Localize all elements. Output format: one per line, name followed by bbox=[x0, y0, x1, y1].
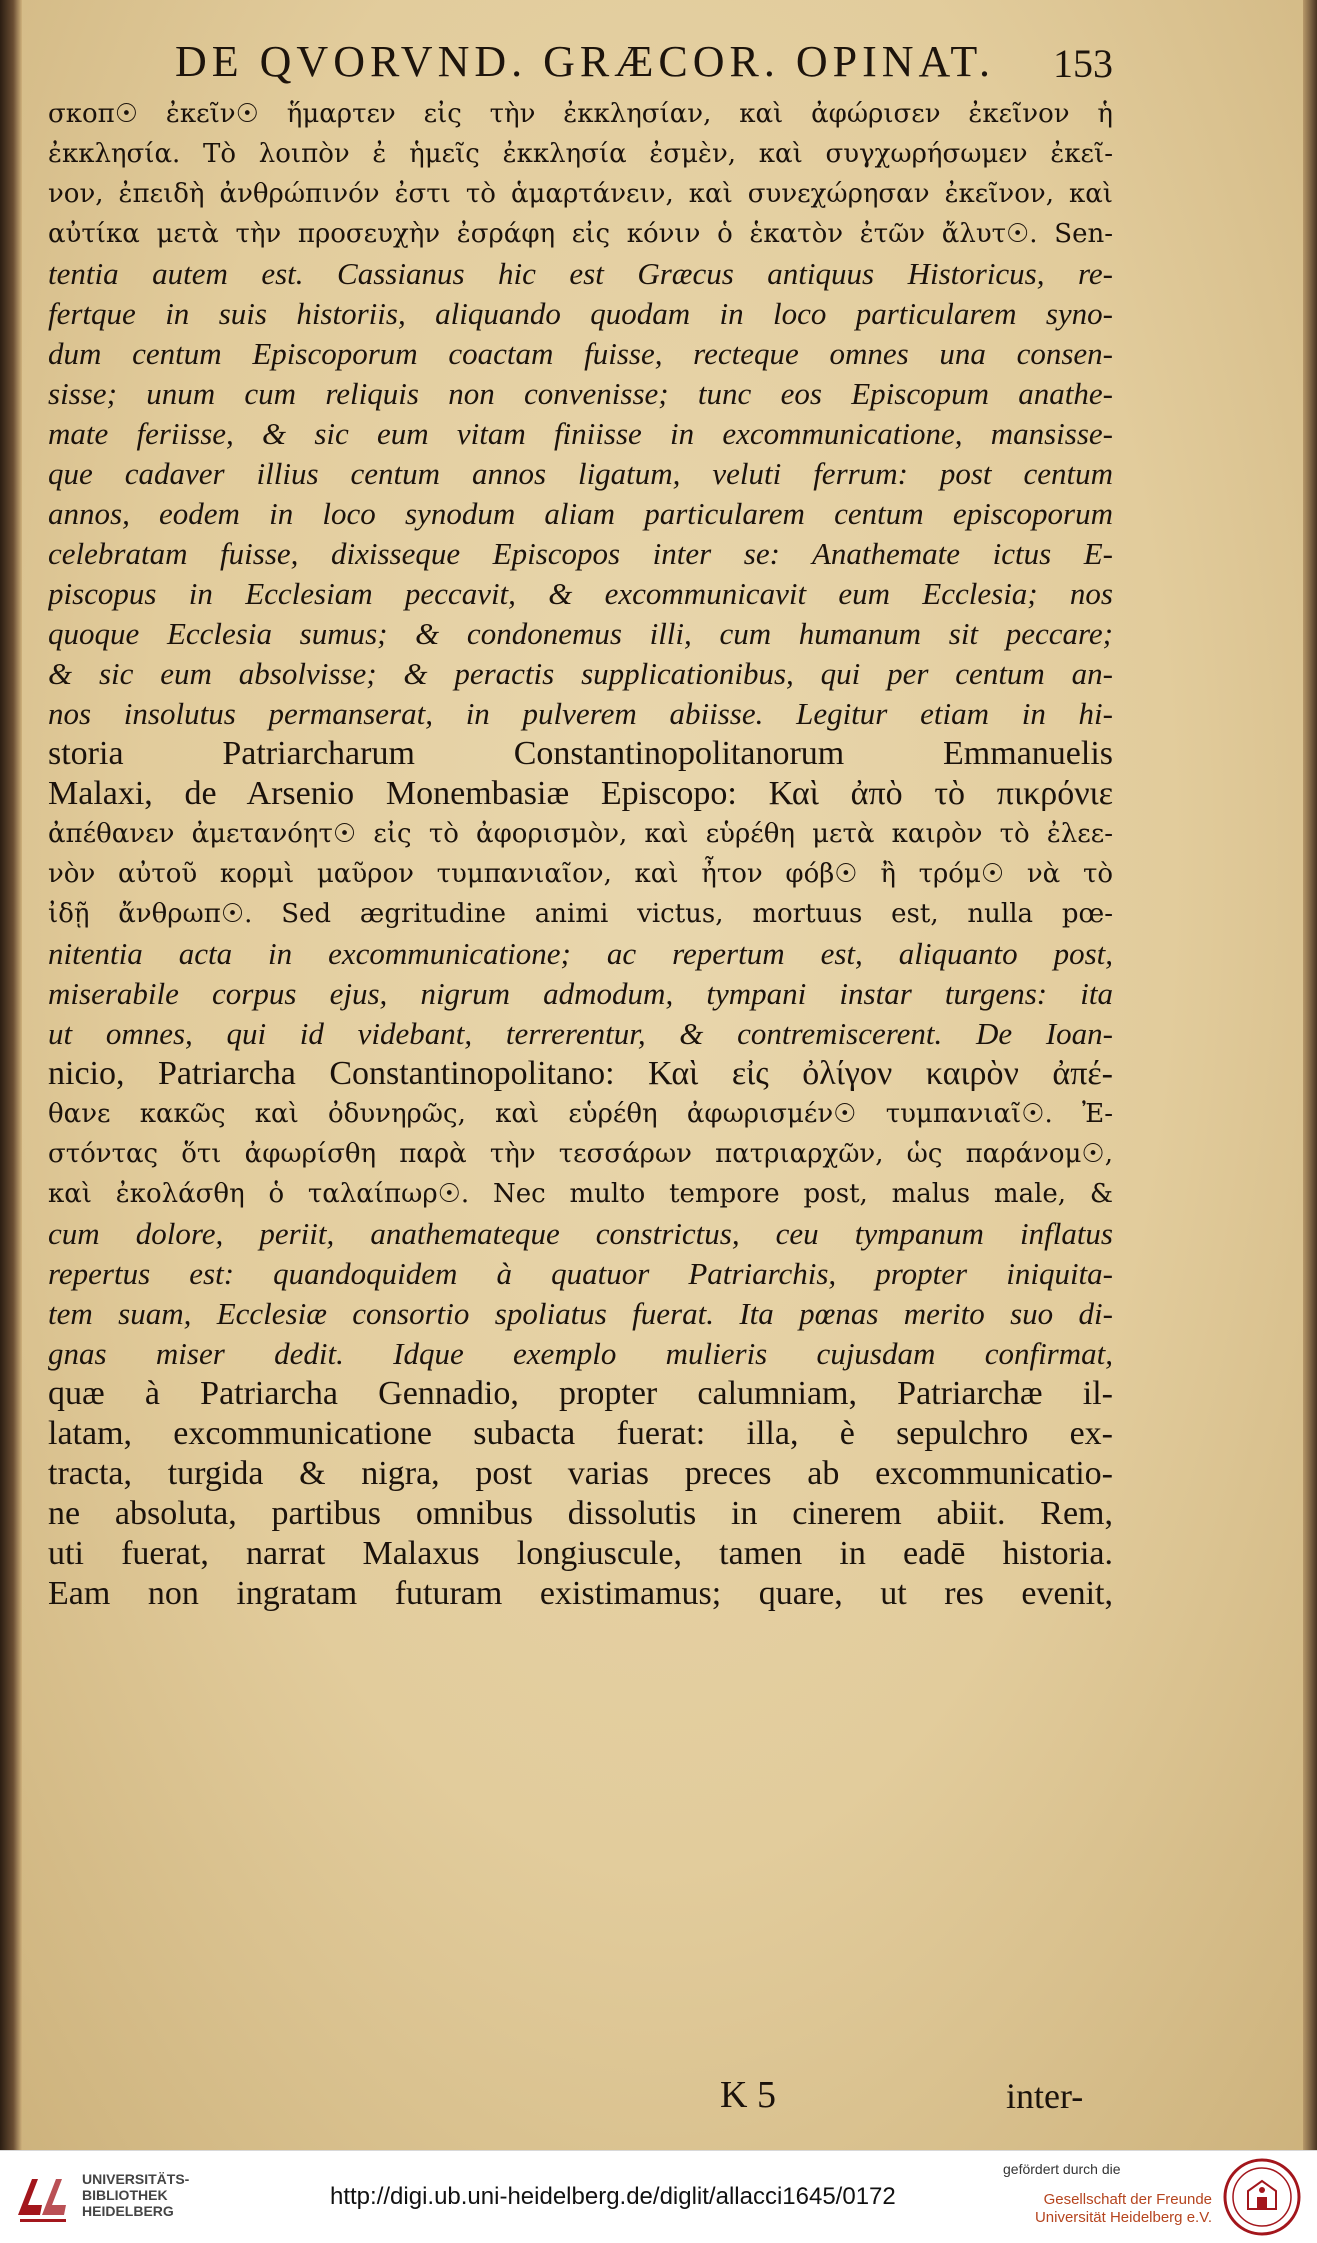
text-line: tracta, turgida & nigra, post varias preces ab excommunicatio- bbox=[48, 1455, 1113, 1492]
text-line: αὐτίκα μετὰ τὴν προσευχὴν ἐσράφη εἰς κόνιν ὁ ἑκατὸν ἐτῶν ἄλυτ☉. Sen- bbox=[48, 219, 1113, 249]
permalink-url[interactable]: http://digi.ub.uni-heidelberg.de/diglit/allacci1645/0172 bbox=[330, 2183, 896, 2210]
library-name-line: HEIDELBERG bbox=[82, 2203, 174, 2219]
text-line: θανε κακῶς καὶ ὀδυνηρῶς, καὶ εὑρέθη ἀφωρισμέν☉ τυμπανιαῖ☉. Ἐ- bbox=[48, 1099, 1113, 1129]
text-line: νὸν αὐτοῦ κορμὶ μαῦρον τυμπανιαῖον, καὶ ἦτον φόβ☉ ἢ τρόμ☉ νὰ τὸ bbox=[48, 859, 1113, 889]
text-line: & sic eum absolvisse; & peractis supplicationibus, qui per centum an- bbox=[48, 656, 1113, 691]
text-line: gnas miser dedit. Idque exemplo mulieris cujusdam confirmat, bbox=[48, 1336, 1113, 1371]
text-line: quoque Ecclesia sumus; & condonemus illi, cum humanum sit peccare; bbox=[48, 616, 1113, 651]
text-line: que cadaver illius centum annos ligatum, veluti ferrum: post centum bbox=[48, 456, 1113, 491]
catchword: inter- bbox=[1006, 2076, 1084, 2116]
text-line: fertque in suis historiis, aliquando quodam in loco particularem syno- bbox=[48, 296, 1113, 331]
university-seal-icon bbox=[1222, 2157, 1302, 2237]
text-line: nos insolutus permanserat, in pulverem abiisse. Legitur etiam in hi- bbox=[48, 696, 1113, 731]
text-line: nicio, Patriarcha Constantinopolitano: Καὶ εἰς ὀλίγον καιρὸν ἀπέ- bbox=[48, 1055, 1113, 1092]
text-line: σκοπ☉ ἐκεῖν☉ ἥμαρτεν εἰς τὴν ἐκκλησίαν, καὶ ἀφώρισεν ἐκεῖνον ἡ bbox=[48, 99, 1113, 129]
text-line: ne absoluta, partibus omnibus dissolutis in cinerem abiit. Rem, bbox=[48, 1495, 1113, 1532]
text-line: Eam non ingratam futuram existimamus; quare, ut res evenit, bbox=[48, 1575, 1113, 1612]
page-outer-edge bbox=[1303, 0, 1317, 2150]
text-line: Malaxi, de Arsenio Monembasiæ Episcopo: Καὶ ἀπὸ τὸ πικρόνιε bbox=[48, 775, 1113, 812]
text-line: ἐκκλησία. Τὸ λοιπὸν ἐ ἡμεῖς ἐκκλησία ἐσμὲν, καὶ συγχωρήσωμεν ἐκεῖ- bbox=[48, 139, 1113, 169]
running-head: DE QVORVND. GRÆCOR. OPINAT. bbox=[175, 37, 996, 86]
viewer-footer bbox=[0, 2150, 1317, 2243]
page-binding-edge bbox=[0, 0, 22, 2150]
signature-mark: K 5 bbox=[720, 2074, 776, 2116]
text-line: storia Patriarcharum Constantinopolitanorum Emmanuelis bbox=[48, 735, 1113, 772]
university-library-name[interactable] bbox=[82, 2171, 189, 2219]
text-line: στόντας ὅτι ἀφωρίσθη παρὰ τὴν τεσσάρων πατριαρχῶν, ὡς παράνομ☉, bbox=[48, 1139, 1113, 1169]
body-text bbox=[48, 94, 1113, 1614]
university-library-logo-icon[interactable] bbox=[12, 2165, 74, 2227]
text-line: cum dolore, periit, anathemateque constrictus, ceu tympanum inflatus bbox=[48, 1216, 1113, 1251]
text-line: nitentia acta in excommunicatione; ac repertum est, aliquanto post, bbox=[48, 936, 1113, 971]
text-line: latam, excommunicatione subacta fuerat: illa, è sepulchro ex- bbox=[48, 1415, 1113, 1452]
text-line: ἰδῇ ἄνθρωπ☉. Sed ægritudine animi victus, mortuus est, nulla pœ- bbox=[48, 899, 1113, 929]
library-name-line: UNIVERSITÄTS- bbox=[82, 2171, 190, 2187]
text-line: mate feriisse, & sic eum vitam finiisse in excommunicatione, mansisse- bbox=[48, 416, 1113, 451]
library-name-line: BIBLIOTHEK bbox=[82, 2187, 168, 2203]
sponsor-name-line: Gesellschaft der Freunde bbox=[1043, 2191, 1212, 2208]
text-line: annos, eodem in loco synodum aliam particularem centum episcoporum bbox=[48, 496, 1113, 531]
sponsor-caption: gefördert durch die bbox=[1003, 2161, 1121, 2177]
text-line: dum centum Episcoporum coactam fuisse, recteque omnes una consen- bbox=[48, 336, 1113, 371]
text-line: ἀπέθανεν ἀμετανόητ☉ εἰς τὸ ἀφορισμὸν, καὶ εὑρέθη μετὰ καιρὸν τὸ ἐλεε- bbox=[48, 819, 1113, 849]
page-number: 153 bbox=[1053, 41, 1113, 86]
text-line: quæ à Patriarcha Gennadio, propter calumniam, Patriarchæ il- bbox=[48, 1375, 1113, 1412]
text-line: νον, ἐπειδὴ ἀνθρώπινόν ἐστι τὸ ἁμαρτάνειν, καὶ συνεχώρησαν ἐκεῖνον, καὶ bbox=[48, 179, 1113, 209]
text-line: uti fuerat, narrat Malaxus longiuscule, tamen in eadē historia. bbox=[48, 1535, 1113, 1572]
text-line: ut omnes, qui id videbant, terrerentur, & contremiscerent. De Ioan- bbox=[48, 1016, 1113, 1051]
sponsor-name[interactable] bbox=[986, 2191, 1212, 2227]
text-line: celebratam fuisse, dixisseque Episcopos inter se: Anathemate ictus E- bbox=[48, 536, 1113, 571]
text-line: sisse; unum cum reliquis non convenisse; tunc eos Episcopum anathe- bbox=[48, 376, 1113, 411]
text-line: tentia autem est. Cassianus hic est Græcus antiquus Historicus, re- bbox=[48, 256, 1113, 291]
text-line: repertus est: quandoquidem à quatuor Patriarchis, propter iniquita- bbox=[48, 1256, 1113, 1291]
text-line: καὶ ἐκολάσθη ὁ ταλαίπωρ☉. Nec multo tempore post, malus male, & bbox=[48, 1179, 1113, 1209]
sponsor-name-line: Universität Heidelberg e.V. bbox=[1034, 2209, 1212, 2226]
text-line: piscopus in Ecclesiam peccavit, & excommunicavit eum Ecclesia; nos bbox=[48, 576, 1113, 611]
text-line: tem suam, Ecclesiæ consortio spoliatus fuerat. Ita pœnas merito suo di- bbox=[48, 1296, 1113, 1331]
text-line: miserabile corpus ejus, nigrum admodum, tympani instar turgens: ita bbox=[48, 976, 1113, 1011]
